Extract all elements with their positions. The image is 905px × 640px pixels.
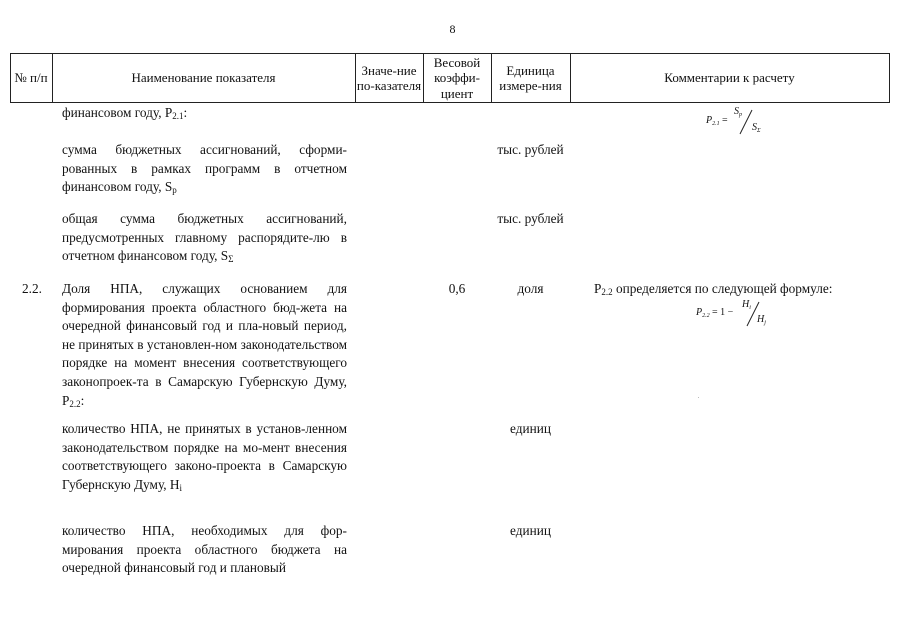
formula-p22: $P_{2.2}$ = 1 − $H_i$ $H_j$ bbox=[696, 298, 786, 332]
fraction-slash bbox=[696, 298, 786, 332]
col-divider bbox=[889, 53, 890, 103]
formula-p21: $P_{2.1}$ = $S_p$ $S_\Sigma$ bbox=[706, 104, 776, 138]
row-ssum-unit: тыс. рублей bbox=[497, 211, 564, 226]
scan-speck bbox=[698, 397, 699, 398]
row-22-num: 2.2. bbox=[22, 281, 42, 296]
header-value: Значе-ние по-казателя bbox=[356, 62, 422, 93]
row-22-weight: 0,6 bbox=[448, 281, 466, 296]
row-hi-unit: единиц bbox=[510, 421, 551, 436]
header-name: Наименование показателя bbox=[131, 70, 276, 86]
page-number: 8 bbox=[449, 22, 456, 36]
row-hi-name: количество НПА, не принятых в установ-ленном законодательством порядке на мо-мент внесения соответствующего законо-проекта в Самарскую Губернскую Думу, $Н_i$ bbox=[62, 421, 347, 493]
header-weight: Весовой коэффи-циент bbox=[433, 54, 481, 101]
row-hj-unit: единиц bbox=[510, 523, 551, 538]
row-sp-name: сумма бюджетных ассигнований, сформи-рованных в рамках программ в отчетном финансовом году, $S_p$ bbox=[62, 142, 347, 196]
header-unit: Единица измере-ния bbox=[499, 62, 562, 93]
table-header bbox=[10, 53, 890, 103]
row-22-name: Доля НПА, служащих основанием для формирования проекта областного бюд-жета на очередной финансовый год и пла-новый период, не принятых в установлен-ном законодательством порядке на момент внесения соответствующего законопроек-та в Самарскую Губернскую Думу, $Р_{2.2}$: bbox=[62, 281, 347, 409]
row-continuation-name: финансовом году, $Р_{2.1}$: bbox=[62, 105, 188, 121]
row-ssum-name: общая сумма бюджетных ассигнований, предусмотренных главному распорядите-лю в отчетном финансовом году, $S_\Sigma$ bbox=[62, 211, 347, 265]
row-22-unit: доля bbox=[517, 281, 544, 296]
row-sp-unit: тыс. рублей bbox=[497, 142, 564, 157]
row-hj-name: количество НПА, необходимых для фор-мирования проекта областного бюджета на очередной финансовый год и плановый bbox=[62, 523, 347, 576]
fraction-slash bbox=[706, 104, 776, 138]
row-22-comment: $Р_{2.2}$ определяется по следующей формуле: bbox=[594, 281, 833, 297]
header-comment: Комментарии к расчету bbox=[664, 70, 795, 86]
header-num: № п/п bbox=[14, 70, 48, 86]
